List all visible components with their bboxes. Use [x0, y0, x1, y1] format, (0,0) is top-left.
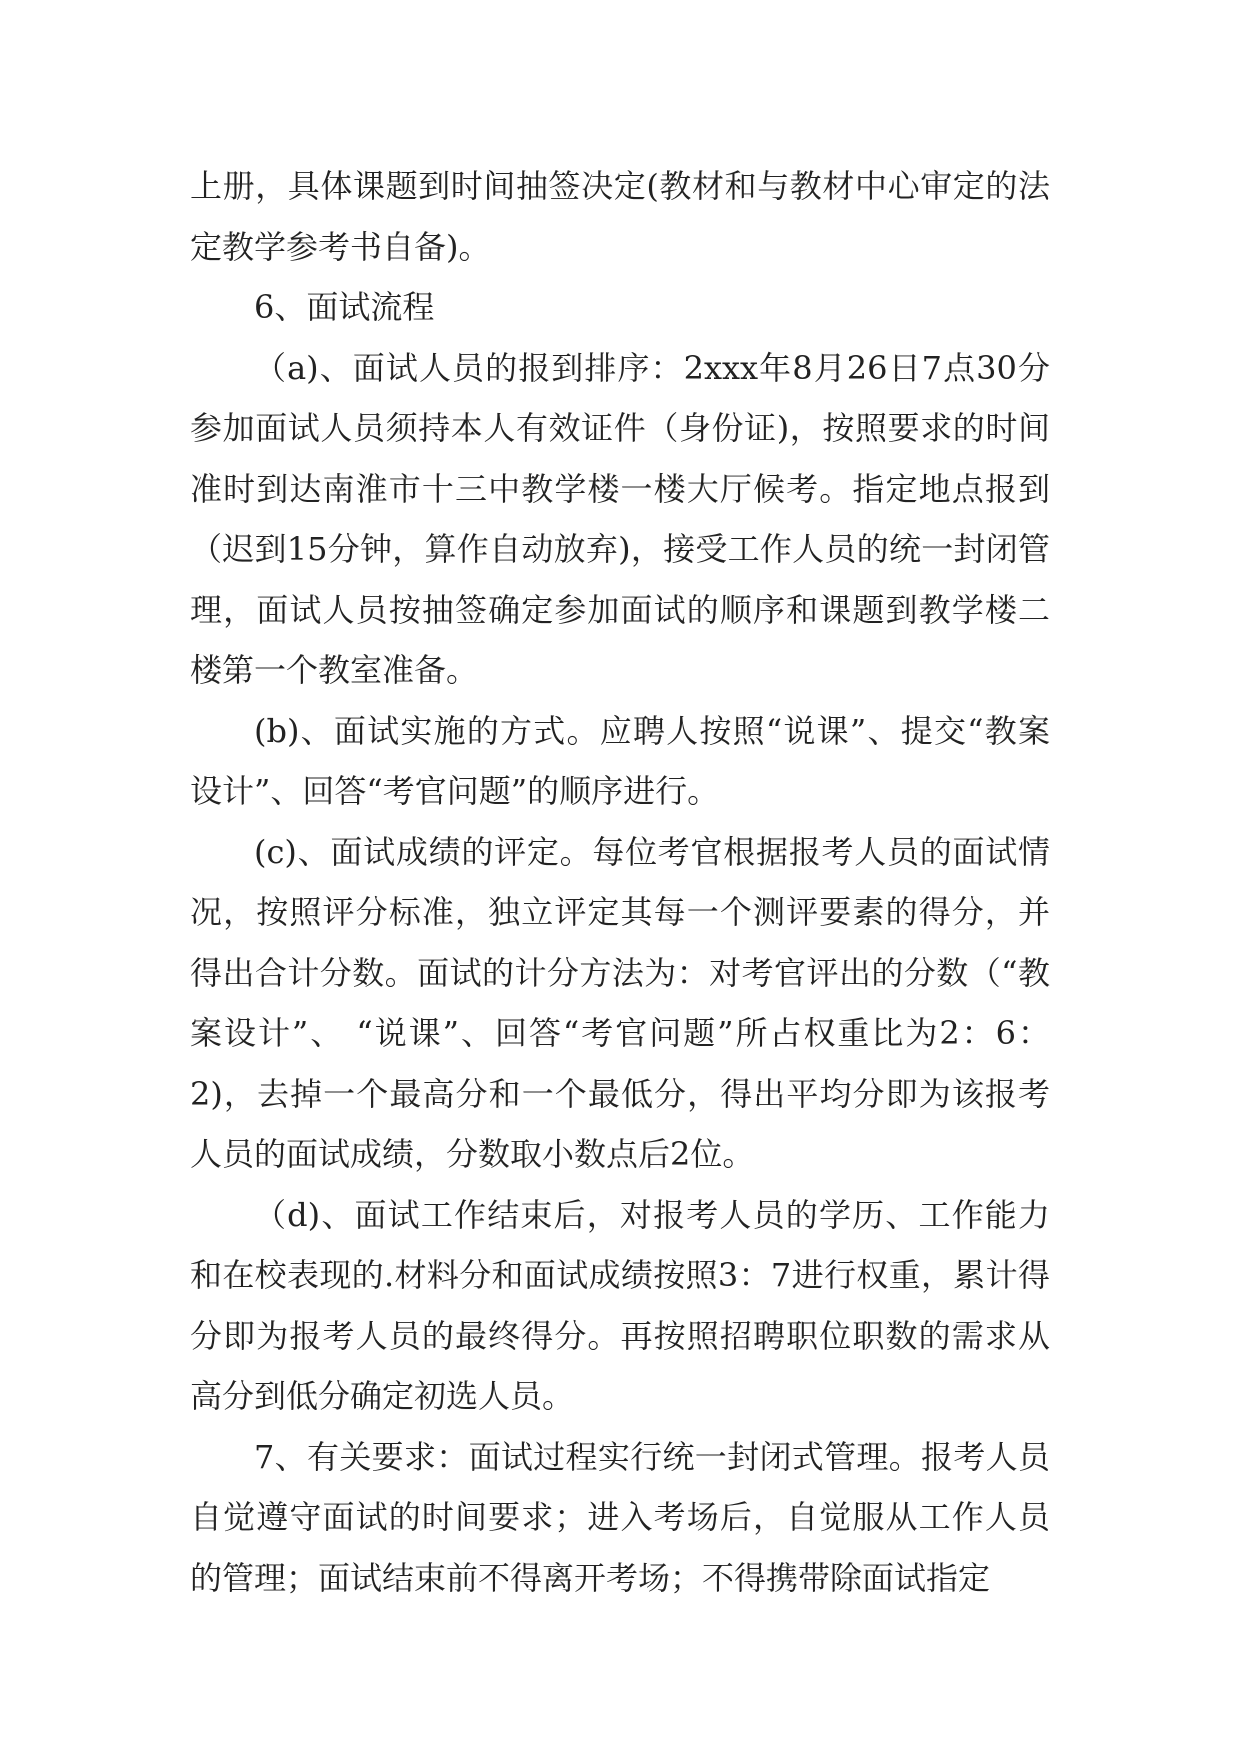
paragraph-interview-method: (b)、面试实施的方式。应聘人按照“说课”、提交“教案设计”、回答“考官问题”的顺序进行。 — [190, 711, 1050, 810]
paragraph-continuation: 上册，具体课题到时间抽签决定(教材和与教材中心审定的法定教学参考书自备)。 — [190, 167, 1050, 266]
paragraph-score-evaluation: (c)、面试成绩的评定。每位考官根据报考人员的面试情况，按照评分标准，独立评定其每一个测评要素的得分，并得出合计分数。面试的计分方法为：对考官评出的分数（“教案设计”、 “说课”、回答“考官问题”所占权重比为2：6：2)，去掉一个最高分和一个最低分，得出平均分即为该报考人员的面试成绩，分数取小数点后2位。 — [190, 832, 1050, 1173]
section-requirements: 7、有关要求：面试过程实行统一封闭式管理。报考人员自觉遵守面试的时间要求；进入考场后，自觉服从工作人员的管理；面试结束前不得离开考场；不得携带除面试指定 — [190, 1437, 1050, 1597]
paragraph-check-in-order: （a)、面试人员的报到排序：2xxx年8月26日7点30分参加面试人员须持本人有效证件（身份证)，按照要求的时间准时到达南淮市十三中教学楼一楼大厅候考。指定地点报到（迟到15分钟，算作自动放弃)，接受工作人员的统一封闭管理，面试人员按抽签确定参加面试的顺序和课题到教学楼二楼第一个教室准备。 — [190, 348, 1050, 689]
paragraph-final-score: （d)、面试工作结束后，对报考人员的学历、工作能力和在校表现的.材料分和面试成绩按照3：7进行权重，累计得分即为报考人员的最终得分。再按照招聘职位职数的需求从高分到低分确定初选人员。 — [190, 1195, 1050, 1415]
section-heading-interview-process: 6、面试流程 — [254, 288, 435, 326]
document-body — [190, 156, 1050, 1608]
